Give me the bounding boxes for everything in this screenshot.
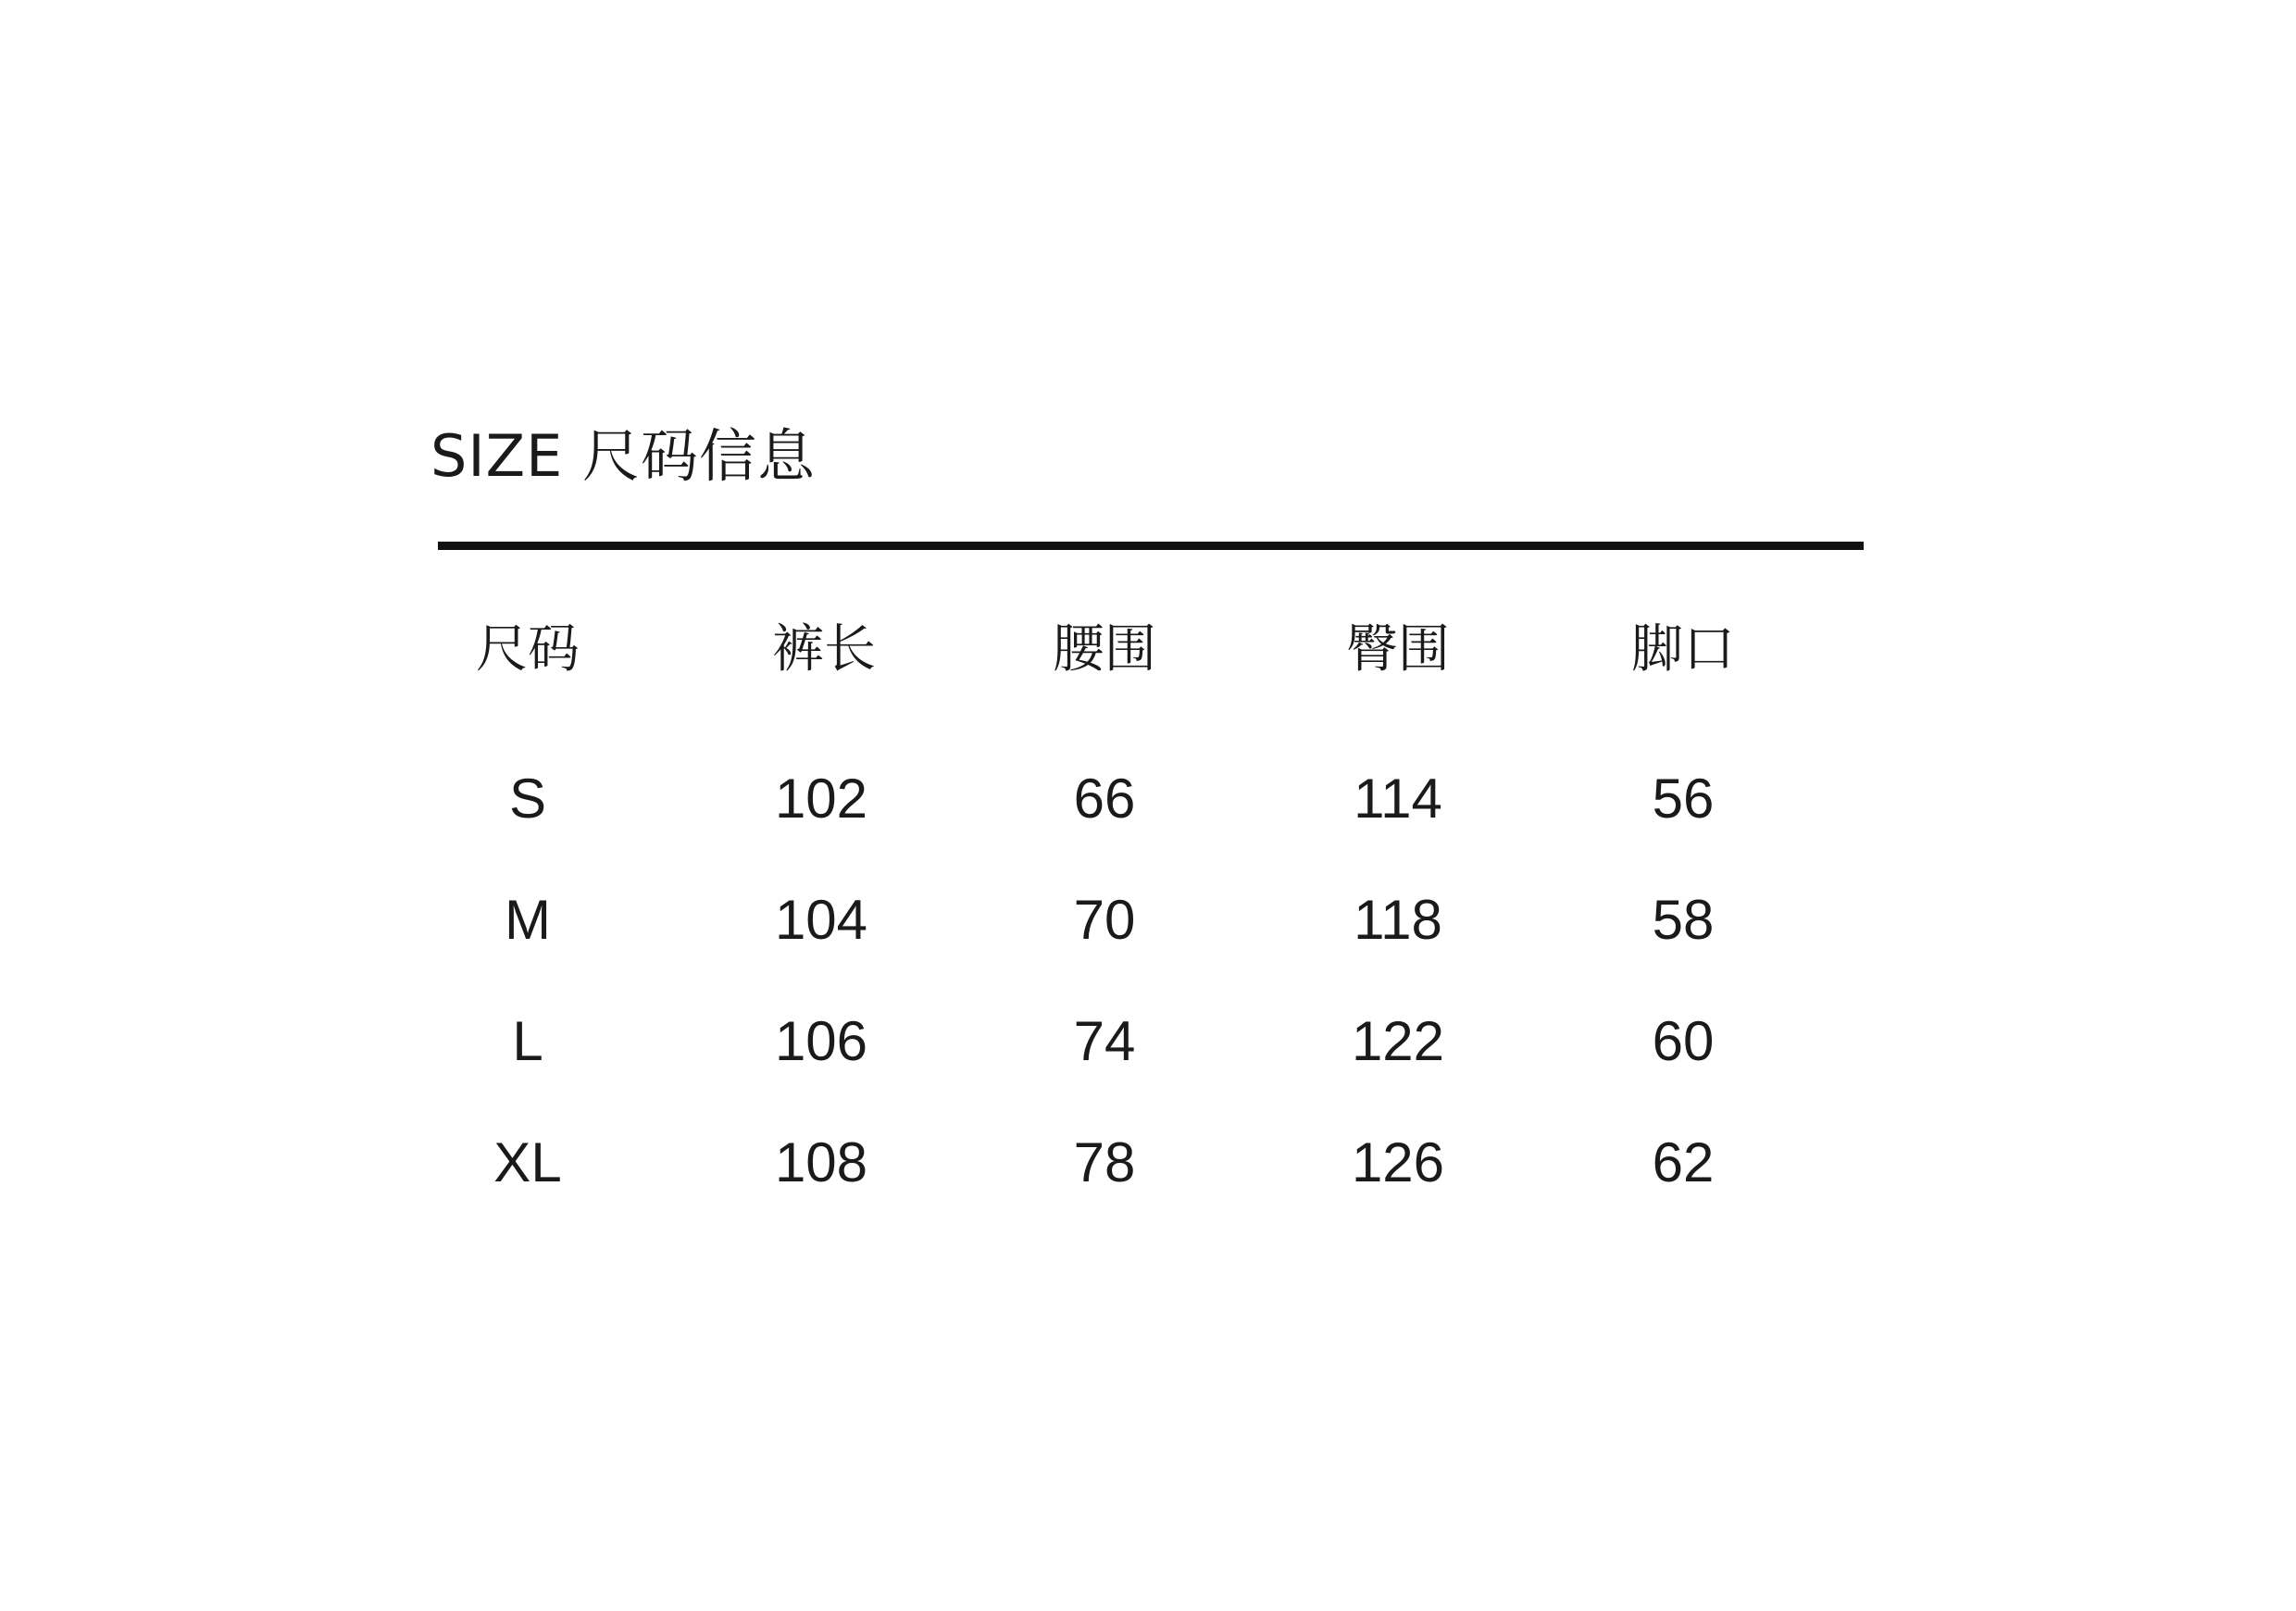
cell-leg-opening: 60 [1652,1010,1715,1072]
cell-leg-opening: 58 [1652,889,1715,951]
cell-pants-length: 106 [774,1010,868,1072]
header-pants-length: 裤长 [772,619,876,680]
cell-size: M [505,889,551,951]
cell-pants-length: 102 [774,768,868,830]
header-waist: 腰围 [1053,619,1156,680]
page-title: SIZE 尺码信息 [430,422,816,490]
cell-size: L [512,1010,543,1072]
cell-size: S [508,768,547,830]
cell-waist: 66 [1073,768,1136,830]
header-leg-opening: 脚口 [1631,619,1735,680]
cell-size: XL [493,1131,562,1193]
divider [438,542,1864,550]
cell-waist: 70 [1073,889,1136,951]
header-size: 尺码 [476,619,580,680]
cell-leg-opening: 62 [1652,1131,1715,1193]
cell-pants-length: 104 [774,889,868,951]
cell-waist: 78 [1073,1131,1136,1193]
cell-hip: 114 [1354,768,1442,830]
cell-hip: 122 [1351,1010,1445,1072]
header-hip: 臀围 [1346,619,1450,680]
cell-pants-length: 108 [774,1131,868,1193]
cell-leg-opening: 56 [1652,768,1715,830]
cell-waist: 74 [1073,1010,1136,1072]
cell-hip: 126 [1351,1131,1445,1193]
cell-hip: 118 [1354,889,1442,951]
